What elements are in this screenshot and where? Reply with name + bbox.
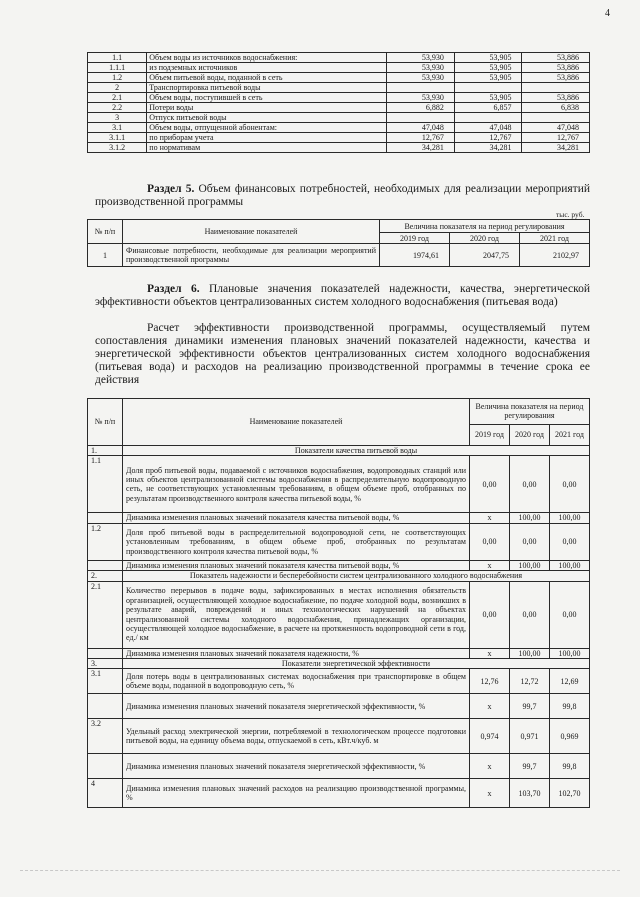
- table-row: [88, 133, 590, 143]
- row-name: Объем питьевой воды, поданной в сеть: [147, 73, 387, 83]
- row-name: Доля потерь воды в централизованных системах водоснабжения при транспортировке в общем объеме воды, поданной в водопроводную сеть, %: [123, 669, 470, 694]
- table-row: [88, 113, 590, 123]
- water-balance-table: [87, 52, 590, 153]
- table-row: [88, 83, 590, 93]
- value-2020: 34,281: [454, 143, 522, 153]
- value-2019: x: [470, 694, 510, 719]
- header-year-2019: 2019 год: [380, 233, 450, 244]
- value-2019: 0,00: [470, 456, 510, 513]
- value-2019: 47,048: [387, 123, 455, 133]
- value-2021: 102,70: [550, 779, 590, 808]
- value-2019: x: [470, 560, 510, 570]
- value-2020: 0,00: [510, 581, 550, 648]
- value-2021: 6,838: [522, 103, 590, 113]
- table-row: [88, 143, 590, 153]
- row-num: 4: [88, 779, 123, 808]
- row-num: 1.2: [88, 523, 123, 560]
- value-2021: 100,00: [550, 648, 590, 658]
- value-2020: 0,00: [510, 523, 550, 560]
- value-2020: 47,048: [454, 123, 522, 133]
- value-2020: 100,00: [510, 648, 550, 658]
- row-name: Динамика изменения плановых значений показателя энергетической эффективности, %: [123, 754, 470, 779]
- section-6-paragraph: [95, 283, 590, 309]
- efficiency-paragraph: Расчет эффективности производственной программы, осуществляемый путем сопоставления динамики изменения плановых значений показателей надежности, качества и энергетической эффективности объектов централизованных систем холодного водоснабжения (питьевая вода) и расходов на реализацию производственной программы в течение срока ее действия: [95, 322, 590, 386]
- value-2020: 103,70: [510, 779, 550, 808]
- header-period: Величина показателя на период регулирования: [470, 399, 590, 425]
- section-6-heading: Раздел 6.: [147, 283, 200, 295]
- row-num: 2.1: [88, 93, 147, 103]
- value-2019: 1974,61: [380, 244, 450, 267]
- section-title: Показатель надежности и бесперебойности систем централизованного холодного водоснабжения: [123, 571, 590, 581]
- value-2020: 53,905: [454, 53, 522, 63]
- section-title: Показатели энергетической эффективности: [123, 659, 590, 669]
- row-name: Финансовые потребности, необходимые для реализации мероприятий производственной программы: [123, 244, 380, 267]
- value-2019: 0,00: [470, 581, 510, 648]
- row-name: Объем воды, отпущенной абонентам:: [147, 123, 387, 133]
- row-name: из подземных источников: [147, 63, 387, 73]
- value-2021: 0,00: [550, 456, 590, 513]
- section-num: 3.: [88, 659, 123, 669]
- table-row: [88, 53, 590, 63]
- section-5-heading: Раздел 5.: [147, 183, 195, 195]
- row-num-empty: [88, 513, 123, 523]
- row-num-empty: [88, 560, 123, 570]
- section-6-text: Плановые значения показателей надежности, качества, энергетической эффективности объектов централизованных систем холодного водоснабжения (питьевая вода): [95, 283, 591, 308]
- header-year-2019: 2019 год: [470, 424, 510, 445]
- value-2019: x: [470, 648, 510, 658]
- row-name: Удельный расход электрической энергии, потребляемой в технологическом процессе подготовки питьевой воды, на единицу объема воды, отпускаемой в сеть, кВт.ч/куб. м: [123, 719, 470, 754]
- row-num: 3.1.2: [88, 143, 147, 153]
- row-num: 1.2: [88, 73, 147, 83]
- row-num: 2.2: [88, 103, 147, 113]
- header-name: Наименование показателей: [123, 220, 380, 244]
- scan-edge-line: [20, 870, 620, 871]
- row-num: 3.1: [88, 669, 123, 694]
- value-2020: 53,905: [454, 73, 522, 83]
- table-row: [88, 93, 590, 103]
- row-name: Динамика изменения плановых значений показателя надежности, %: [123, 648, 470, 658]
- value-2020: 12,72: [510, 669, 550, 694]
- financial-needs-table: [87, 219, 590, 267]
- value-2020: 0,00: [510, 456, 550, 513]
- row-num: 2: [88, 83, 147, 93]
- value-2021: 100,00: [550, 560, 590, 570]
- value-2019: x: [470, 754, 510, 779]
- value-2021: 99,8: [550, 694, 590, 719]
- value-2020: 100,00: [510, 560, 550, 570]
- value-2019: 53,930: [387, 63, 455, 73]
- row-name: Потери воды: [147, 103, 387, 113]
- row-num: 1.1.1: [88, 63, 147, 73]
- value-2020: [454, 113, 522, 123]
- value-2019: 12,76: [470, 669, 510, 694]
- row-num: 1.1: [88, 53, 147, 63]
- value-2019: 53,930: [387, 93, 455, 103]
- row-num: 3: [88, 113, 147, 123]
- value-2019: 53,930: [387, 53, 455, 63]
- value-2021: 12,69: [550, 669, 590, 694]
- value-2021: 100,00: [550, 513, 590, 523]
- section-title: Показатели качества питьевой воды: [123, 446, 590, 456]
- value-2021: 34,281: [522, 143, 590, 153]
- row-num-empty: [88, 648, 123, 658]
- value-2019: 6,882: [387, 103, 455, 113]
- header-num: № п/п: [88, 399, 123, 446]
- value-2021: 53,886: [522, 93, 590, 103]
- value-2021: 53,886: [522, 63, 590, 73]
- row-name: Динамика изменения плановых значений показателя качества питьевой воды, %: [123, 513, 470, 523]
- row-num-empty: [88, 694, 123, 719]
- header-year-2020: 2020 год: [449, 233, 519, 244]
- value-2019: 12,767: [387, 133, 455, 143]
- row-num: 1.1: [88, 456, 123, 513]
- value-2019: x: [470, 779, 510, 808]
- section-num: 2.: [88, 571, 123, 581]
- value-2019: 53,930: [387, 73, 455, 83]
- value-2020: 100,00: [510, 513, 550, 523]
- header-year-2021: 2021 год: [550, 424, 590, 445]
- table-row: [88, 63, 590, 73]
- table-row: [88, 103, 590, 113]
- value-2021: 0,00: [550, 523, 590, 560]
- row-name: Объем воды из источников водоснабжения:: [147, 53, 387, 63]
- value-2019: 0,00: [470, 523, 510, 560]
- value-2021: 12,767: [522, 133, 590, 143]
- indicators-table: [87, 398, 590, 808]
- row-name: Доля проб питьевой воды в распределительной водопроводной сети, не соответствующих установленным требованиям, в общем объеме проб, отобранных по результатам производственного контроля качества питьевой воды, %: [123, 523, 470, 560]
- row-name: Динамика изменения плановых значений показателя энергетической эффективности, %: [123, 694, 470, 719]
- value-2020: [454, 83, 522, 93]
- value-2021: 53,886: [522, 53, 590, 63]
- row-name: по нормативам: [147, 143, 387, 153]
- section-num: 1.: [88, 446, 123, 456]
- value-2019: [387, 83, 455, 93]
- row-num: 3.1: [88, 123, 147, 133]
- table-row: [88, 73, 590, 83]
- row-num: 1: [88, 244, 123, 267]
- value-2021: [522, 113, 590, 123]
- value-2020: 99,7: [510, 754, 550, 779]
- row-name: Динамика изменения плановых значений показателя качества питьевой воды, %: [123, 560, 470, 570]
- row-name: Транспортировка питьевой воды: [147, 83, 387, 93]
- header-year-2021: 2021 год: [519, 233, 589, 244]
- row-name: Количество перерывов в подаче воды, зафиксированных в местах исполнения обязательств организацией, осуществляющей холодное водоснабжение, по подаче холодной воды, возникших в результате аварий, повреждений и иных технологических нарушений на объектах централизованной системы холодного водоснабжения, принадлежащих организации, осуществляющей холодное водоснабжение, в расчете на протяженность водопроводной сети в год, ед./ км: [123, 581, 470, 648]
- row-num: 2.1: [88, 581, 123, 648]
- table-row: [88, 123, 590, 133]
- row-num-empty: [88, 754, 123, 779]
- row-name: Отпуск питьевой воды: [147, 113, 387, 123]
- value-2019: [387, 113, 455, 123]
- row-num: 3.2: [88, 719, 123, 754]
- value-2021: 53,886: [522, 73, 590, 83]
- value-2021: 0,969: [550, 719, 590, 754]
- unit-label: тыс. руб.: [556, 210, 585, 219]
- value-2020: 99,7: [510, 694, 550, 719]
- row-name: Динамика изменения плановых значений расходов на реализацию производственной программы, %: [123, 779, 470, 808]
- value-2019: 0,974: [470, 719, 510, 754]
- value-2020: 6,857: [454, 103, 522, 113]
- section-5-text: Объем финансовых потребностей, необходимых для реализации мероприятий производственной программы: [95, 183, 591, 208]
- header-year-2020: 2020 год: [510, 424, 550, 445]
- header-num: № п/п: [88, 220, 123, 244]
- value-2021: 99,8: [550, 754, 590, 779]
- value-2019: 34,281: [387, 143, 455, 153]
- value-2020: 53,905: [454, 63, 522, 73]
- value-2021: 2102,97: [519, 244, 589, 267]
- value-2019: x: [470, 513, 510, 523]
- value-2020: 0,971: [510, 719, 550, 754]
- value-2021: 47,048: [522, 123, 590, 133]
- row-name: по приборам учета: [147, 133, 387, 143]
- row-name: Объем воды, поступившей в сеть: [147, 93, 387, 103]
- row-num: 3.1.1: [88, 133, 147, 143]
- header-period: Величина показателя на период регулирования: [380, 220, 590, 233]
- page-number: 4: [605, 8, 610, 19]
- value-2020: 2047,75: [449, 244, 519, 267]
- value-2020: 53,905: [454, 93, 522, 103]
- section-5-paragraph: [95, 183, 590, 209]
- value-2021: [522, 83, 590, 93]
- value-2021: 0,00: [550, 581, 590, 648]
- header-name: Наименование показателей: [123, 399, 470, 446]
- value-2020: 12,767: [454, 133, 522, 143]
- row-name: Доля проб питьевой воды, подаваемой с источников водоснабжения, водопроводных станций или иных объектов централизованной системы водоснабжения в распределительную водопроводную сеть, не соответствующих установленным требованиям, в общем объеме проб, отобранных по результатам производственного контроля качества питьевой воды, %: [123, 456, 470, 513]
